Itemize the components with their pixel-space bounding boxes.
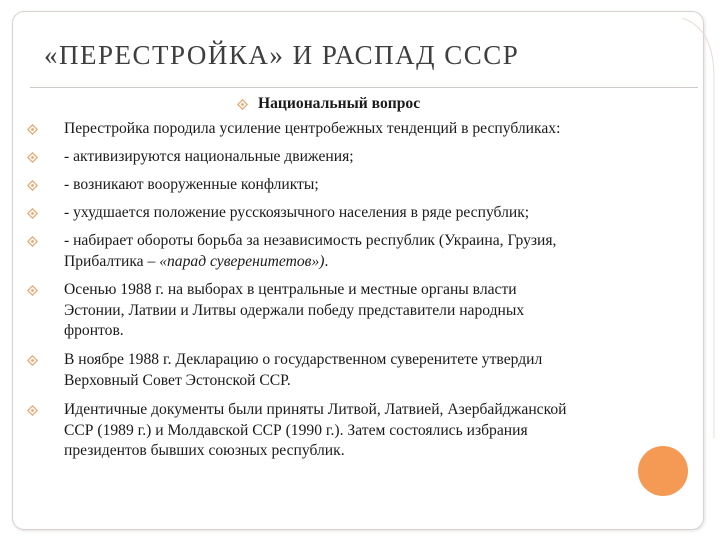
bullet-line: - активизируются национальные движения; (64, 148, 354, 165)
bullet-item (64, 231, 556, 272)
bullet-line (64, 252, 556, 273)
bullet-line: Эстонии, Латвии и Литвы одержали победу представители народных (64, 301, 525, 319)
bullet-line: Осенью 1988 г. на выборах в центральные и местные органы власти (64, 281, 517, 298)
bullet-line: фронтов. (64, 322, 124, 339)
bullet-line: Идентичные документы были приняты Литвой, Латвией, Азербайджанской (64, 401, 567, 418)
bullet-item (64, 175, 319, 196)
title-divider (30, 87, 698, 88)
section-subheading: Национальный вопрос (258, 95, 421, 112)
bullet-line: президентов бывших союзных республик. (64, 442, 345, 459)
emphasis-text: «парад суверенитетов») (159, 252, 325, 270)
diamond-bullet-icon (237, 99, 248, 110)
bullet-item (64, 147, 354, 168)
diamond-bullet-icon (27, 285, 38, 296)
diamond-bullet-icon (27, 124, 38, 135)
decorative-arc (680, 18, 720, 538)
bullet-line: Верховный Совет Эстонской ССР. (64, 371, 291, 389)
bullet-line: В ноябре 1988 г. Декларацию о государственном суверенитете утвердил (64, 351, 543, 368)
bullet-line: - возникают вооруженные конфликты; (64, 176, 319, 193)
bullet-line: - ухудшается положение русскоязычного населения в ряде республик; (64, 204, 530, 221)
bullet-item (64, 400, 567, 462)
orange-circle-icon (638, 446, 688, 496)
diamond-bullet-icon (27, 236, 38, 247)
bullet-text: . (324, 252, 329, 270)
bullet-item (64, 280, 524, 342)
bullet-item (64, 119, 560, 140)
bullet-line: ССР (1989 г.) и Молдавской ССР (1990 г.). Затем состоялись избрания (64, 421, 528, 439)
slide-title: «ПЕРЕСТРОЙКА» И РАСПАД СССР (44, 40, 520, 70)
bullet-item (64, 350, 542, 391)
diamond-bullet-icon (27, 405, 38, 416)
diamond-bullet-icon (27, 208, 38, 219)
bullet-item (64, 203, 529, 224)
diamond-bullet-icon (27, 180, 38, 191)
bullet-text: Прибалтика – (64, 252, 160, 270)
diamond-bullet-icon (27, 355, 38, 366)
diamond-bullet-icon (27, 152, 38, 163)
bullet-line: Перестройка породила усиление центробежных тенденций в республиках: (64, 120, 561, 137)
bullet-line: - набирает обороты борьба за независимость республик (Украина, Грузия, (64, 232, 557, 249)
